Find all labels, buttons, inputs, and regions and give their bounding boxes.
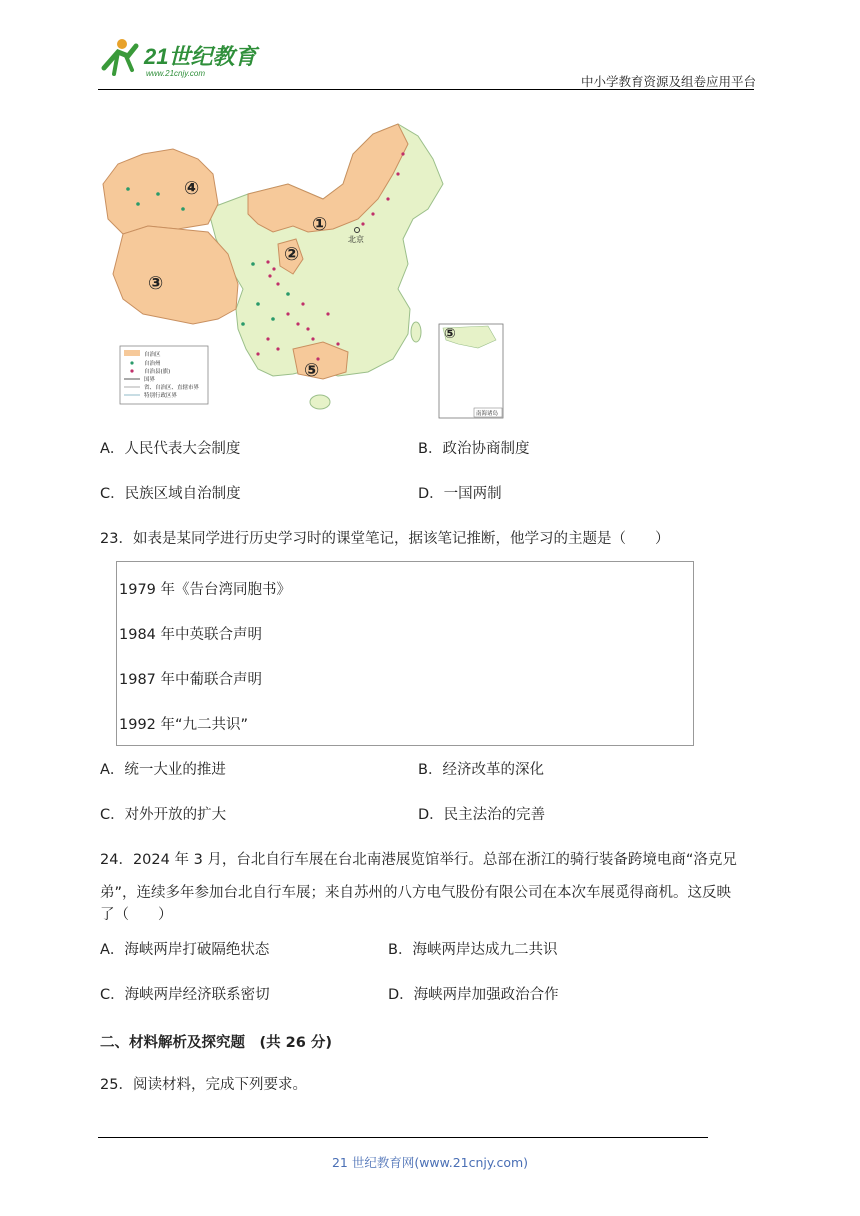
map-label-3: ③ (148, 273, 164, 294)
footer-link[interactable]: 21 世纪教育网(www.21cnjy.com) (331, 1155, 529, 1170)
taiwan-island (411, 322, 421, 342)
logo-url: www.21cnjy.com (146, 69, 205, 78)
q23-option-b: B．经济改革的深化 (418, 762, 544, 778)
map-label-1: ① (312, 214, 328, 235)
q23-option-c: C．对外开放的扩大 (100, 807, 227, 823)
q23-stem: 23．如表是某同学进行历史学习时的课堂笔记，据该笔记推断，他学习的主题是（ ） (100, 531, 670, 547)
inset-caption: 南海诸岛 (476, 411, 499, 417)
q24-stem-line-2: 弟”，连续多年参加台北自行车展；来自苏州的八方电气股份有限公司在本次车展觅得商机。这反映 (100, 885, 732, 901)
q23-row-2: 1984 年中英联合声明 (119, 627, 263, 643)
q24-option-b: B．海峡两岸达成九二共识 (388, 942, 558, 958)
map-label-4: ④ (184, 178, 200, 199)
q25-stem: 25．阅读材料，完成下列要求。 (100, 1077, 307, 1093)
legend-item-2: 自治州 (144, 361, 161, 367)
runner-logo-icon (104, 39, 136, 74)
q23-option-d: D．民主法治的完善 (418, 807, 546, 823)
site-tagline: 中小学教育资源及组卷应用平台 (580, 74, 756, 89)
legend-item-5: 省、自治区、直辖市界 (144, 385, 200, 391)
q23-row-3: 1987 年中葡联合声明 (119, 672, 263, 688)
footer-divider (98, 1137, 708, 1138)
map-legend (120, 346, 208, 404)
legend-item-4: 国界 (144, 377, 156, 383)
q24-option-a: A．海峡两岸打破隔绝状态 (100, 942, 270, 958)
q22-option-d: D．一国两制 (418, 486, 502, 502)
q22-option-a: A．人民代表大会制度 (100, 441, 241, 457)
legend-item-3: 自治县(旗) (144, 369, 171, 375)
q24-stem-line-1: 24．2024 年 3 月，台北自行车展在台北南港展览馆举行。总部在浙江的骑行装备跨境电商“洛克兄 (100, 852, 737, 868)
logo-text: 21世纪教育 (144, 44, 257, 69)
legend-item-1: 自治区 (144, 352, 161, 358)
south-china-sea-inset (439, 324, 503, 418)
hainan-island (310, 395, 330, 409)
map-label-5: ⑤ (304, 360, 320, 381)
q24-option-d: D．海峡两岸加强政治合作 (388, 987, 559, 1003)
legend-item-6: 特别行政区界 (144, 393, 178, 399)
site-logo (96, 34, 266, 82)
q24-stem-line-3: 了（ ） (100, 907, 173, 923)
q22-option-c: C．民族区域自治制度 (100, 486, 241, 502)
map-label-2: ② (284, 244, 300, 265)
q24-option-c: C．海峡两岸经济联系密切 (100, 987, 270, 1003)
header-divider (98, 89, 754, 90)
china-autonomy-map (98, 114, 508, 420)
q23-row-1: 1979 年《告台湾同胞书》 (119, 582, 292, 598)
q22-option-b: B．政治协商制度 (418, 441, 530, 457)
inset-label-5: ⑤ (444, 326, 456, 342)
q23-option-a: A．统一大业的推进 (100, 762, 226, 778)
q23-row-4: 1992 年“九二共识” (119, 717, 249, 733)
section-2-heading: 二、材料解析及探究题 (共 26 分) (100, 1035, 333, 1051)
q23-notes-table (116, 561, 694, 746)
beijing-label: 北京 (348, 235, 364, 244)
